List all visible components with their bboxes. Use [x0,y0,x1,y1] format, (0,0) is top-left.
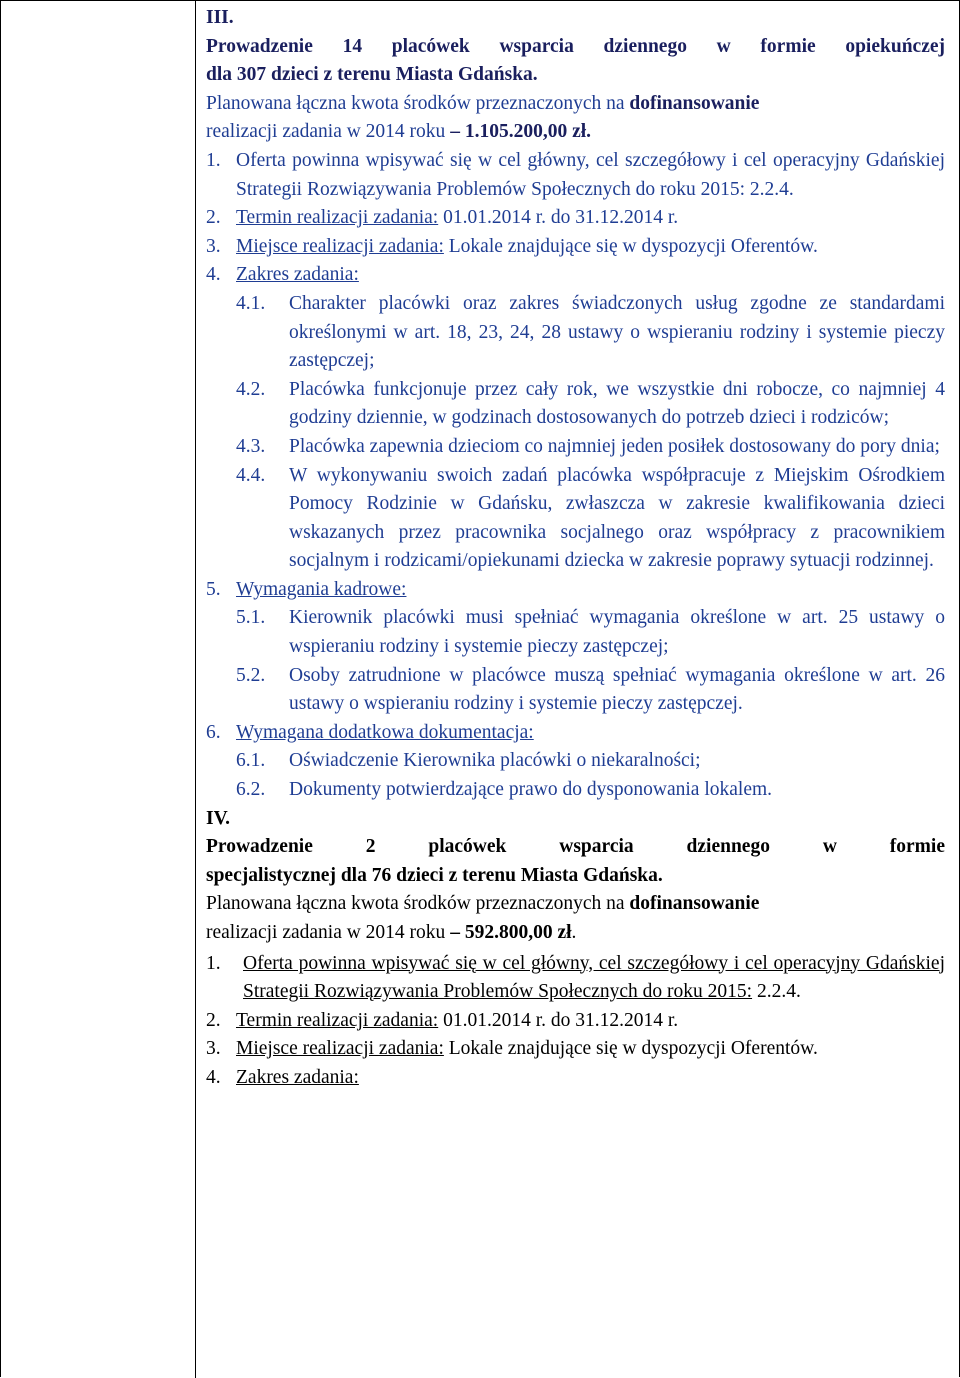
section-3-subitem-6-1 [206,747,945,776]
subitem-number: 4.4. [236,464,266,486]
item-label: Termin realizacji zadania: [236,1009,439,1031]
section-3-amount [206,90,945,147]
section-3-subitem-4-2 [206,376,945,433]
section-3-item-2 [206,204,945,233]
amount-value: – 1.105.200,00 zł. [450,121,592,143]
item-label: Termin realizacji zadania: [236,207,439,229]
section-3-subitem-4-1 [206,290,945,376]
amount-period: . [571,922,577,943]
item-label: Wymagania kadrowe: [236,578,407,600]
item-number: 4. [206,1066,221,1088]
subitem-number: 5.2. [236,664,266,686]
subitem-number: 6.1. [236,750,266,772]
item-label: Zakres zadania: [236,264,359,286]
section-3-subitem-6-2 [206,776,945,805]
section-3-subitem-5-2 [206,662,945,719]
amount-value: – 592.800,00 zł [450,922,572,943]
item-number: 4. [206,264,221,286]
item-value: 01.01.2014 r. do 31.12.2014 r. [438,207,679,229]
section-3-title-line1: Prowadzenie 14 placówek wsparcia dziennego w formie opiekuńczej [206,35,945,57]
subitem-text: W wykonywaniu swoich zadań placówka współpracuje z Miejskim Ośrodkiem Pomocy Rodzinie w Gdańsku, zwłaszcza w zakresie kwalifikowania dzieci wskazanych przez pracownika socjalnego oraz współpracy z pracownikiem socjalnym i rodzicami/opiekunami dziecka w zakresie poprawy sytuacji rodzinnej. [289,464,945,572]
section-3-item-5 [206,576,945,605]
section-4-title-line1: Prowadzenie 2 placówek wsparcia dziennego w formie [206,836,945,858]
document-body [206,4,945,1093]
section-3-subitem-4-4 [206,462,945,576]
section-4-item-2 [206,1007,945,1036]
section-4-title-line2: specjalistycznej dla 76 dzieci z terenu Miasta Gdańska. [206,864,663,886]
section-3-item-3 [206,233,945,262]
subitem-text: Kierownik placówki musi spełniać wymagania określone w art. 25 ustawy o wspieraniu rodziny i systemie pieczy zastępczej; [289,607,945,658]
item-number: 3. [206,1038,221,1060]
section-3-item-6 [206,719,945,748]
amount-text-c: realizacji zadania w 2014 roku [206,922,451,943]
item-label: Wymagana dodatkowa dokumentacja: [236,721,534,743]
item-number: 5. [206,578,221,600]
section-4-item-1 [206,950,945,1007]
section-3-roman: III. [206,7,234,28]
amount-text-a: Planowana łączna kwota środków przeznaczonych na [206,893,630,915]
section-3-item-1 [206,147,945,204]
subitem-number: 6.2. [236,779,266,801]
item-text: Oferta powinna wpisywać się w cel główny, cel szczegółowy i cel operacyjny Gdańskiej Strategii Rozwiązywania Problemów Społecznych do roku 2015: 2.2.4. [236,149,945,200]
subitem-number: 4.1. [236,292,266,314]
subitem-text: Osoby zatrudnione w placówce muszą spełniać wymagania określone w art. 26 ustawy o wspieraniu rodziny i systemie pieczy zastępczej. [289,664,945,715]
subitem-number: 4.2. [236,378,266,400]
subitem-text: Oświadczenie Kierownika placówki o niekaralności; [289,750,701,772]
subitem-text: Placówka funkcjonuje przez cały rok, we wszystkie dni robocze, co najmniej 4 godziny dziennie, w godzinach dostosowanych do potrzeb dzieci i rodziców; [289,378,945,429]
amount-text-c: realizacji zadania w 2014 roku [206,121,451,143]
section-4-item-3 [206,1035,945,1064]
item-label: Zakres zadania: [236,1066,359,1088]
item-number: 3. [206,235,221,257]
item-text-tail: 2.2.4. [752,981,801,1003]
item-number: 2. [206,1009,221,1031]
item-number: 1. [206,952,221,974]
item-label: Miejsce realizacji zadania: [236,235,444,257]
section-3-title-line2: dla 307 dzieci z terenu Miasta Gdańska. [206,64,538,86]
subitem-text: Placówka zapewnia dzieciom co najmniej jeden posiłek dostosowany do pory dnia; [289,435,940,457]
subitem-number: 4.3. [236,435,266,457]
subitem-number: 5.1. [236,607,266,629]
item-value: Lokale znajdujące się w dyspozycji Oferentów. [443,1038,818,1060]
section-4-amount [206,890,945,947]
subitem-text: Charakter placówki oraz zakres świadczonych usług zgodne ze standardami określonymi w art. 18, 23, 24, 28 ustawy o wspieraniu rodziny i systemie pieczy zastępczej; [289,292,945,372]
section-3-subitem-5-1 [206,604,945,661]
section-3-item-4 [206,261,945,290]
item-text: Oferta powinna wpisywać się w cel główny, cel szczegółowy i cel operacyjny Gdańskiej Strategii Rozwiązywania Problemów Społecznych do roku 2015: [243,952,945,1003]
item-value: Lokale znajdujące się w dyspozycji Oferentów. [443,235,818,257]
item-label: Miejsce realizacji zadania: [236,1038,444,1060]
item-number: 1. [206,149,221,171]
item-number: 6. [206,721,221,743]
section-4-roman: IV. [206,807,231,829]
subitem-text: Dokumenty potwierdzające prawo do dysponowania lokalem. [289,779,773,801]
amount-emphasis: dofinansowanie [629,92,760,114]
amount-text-a: Planowana łączna kwota środków przeznaczonych na [206,92,630,114]
amount-emphasis: dofinansowanie [629,893,760,915]
section-4-item-4 [206,1064,945,1093]
item-number: 2. [206,207,221,229]
item-value: 01.01.2014 r. do 31.12.2014 r. [438,1009,679,1031]
table-column-divider [195,0,196,1378]
section-3-subitem-4-3 [206,433,945,462]
